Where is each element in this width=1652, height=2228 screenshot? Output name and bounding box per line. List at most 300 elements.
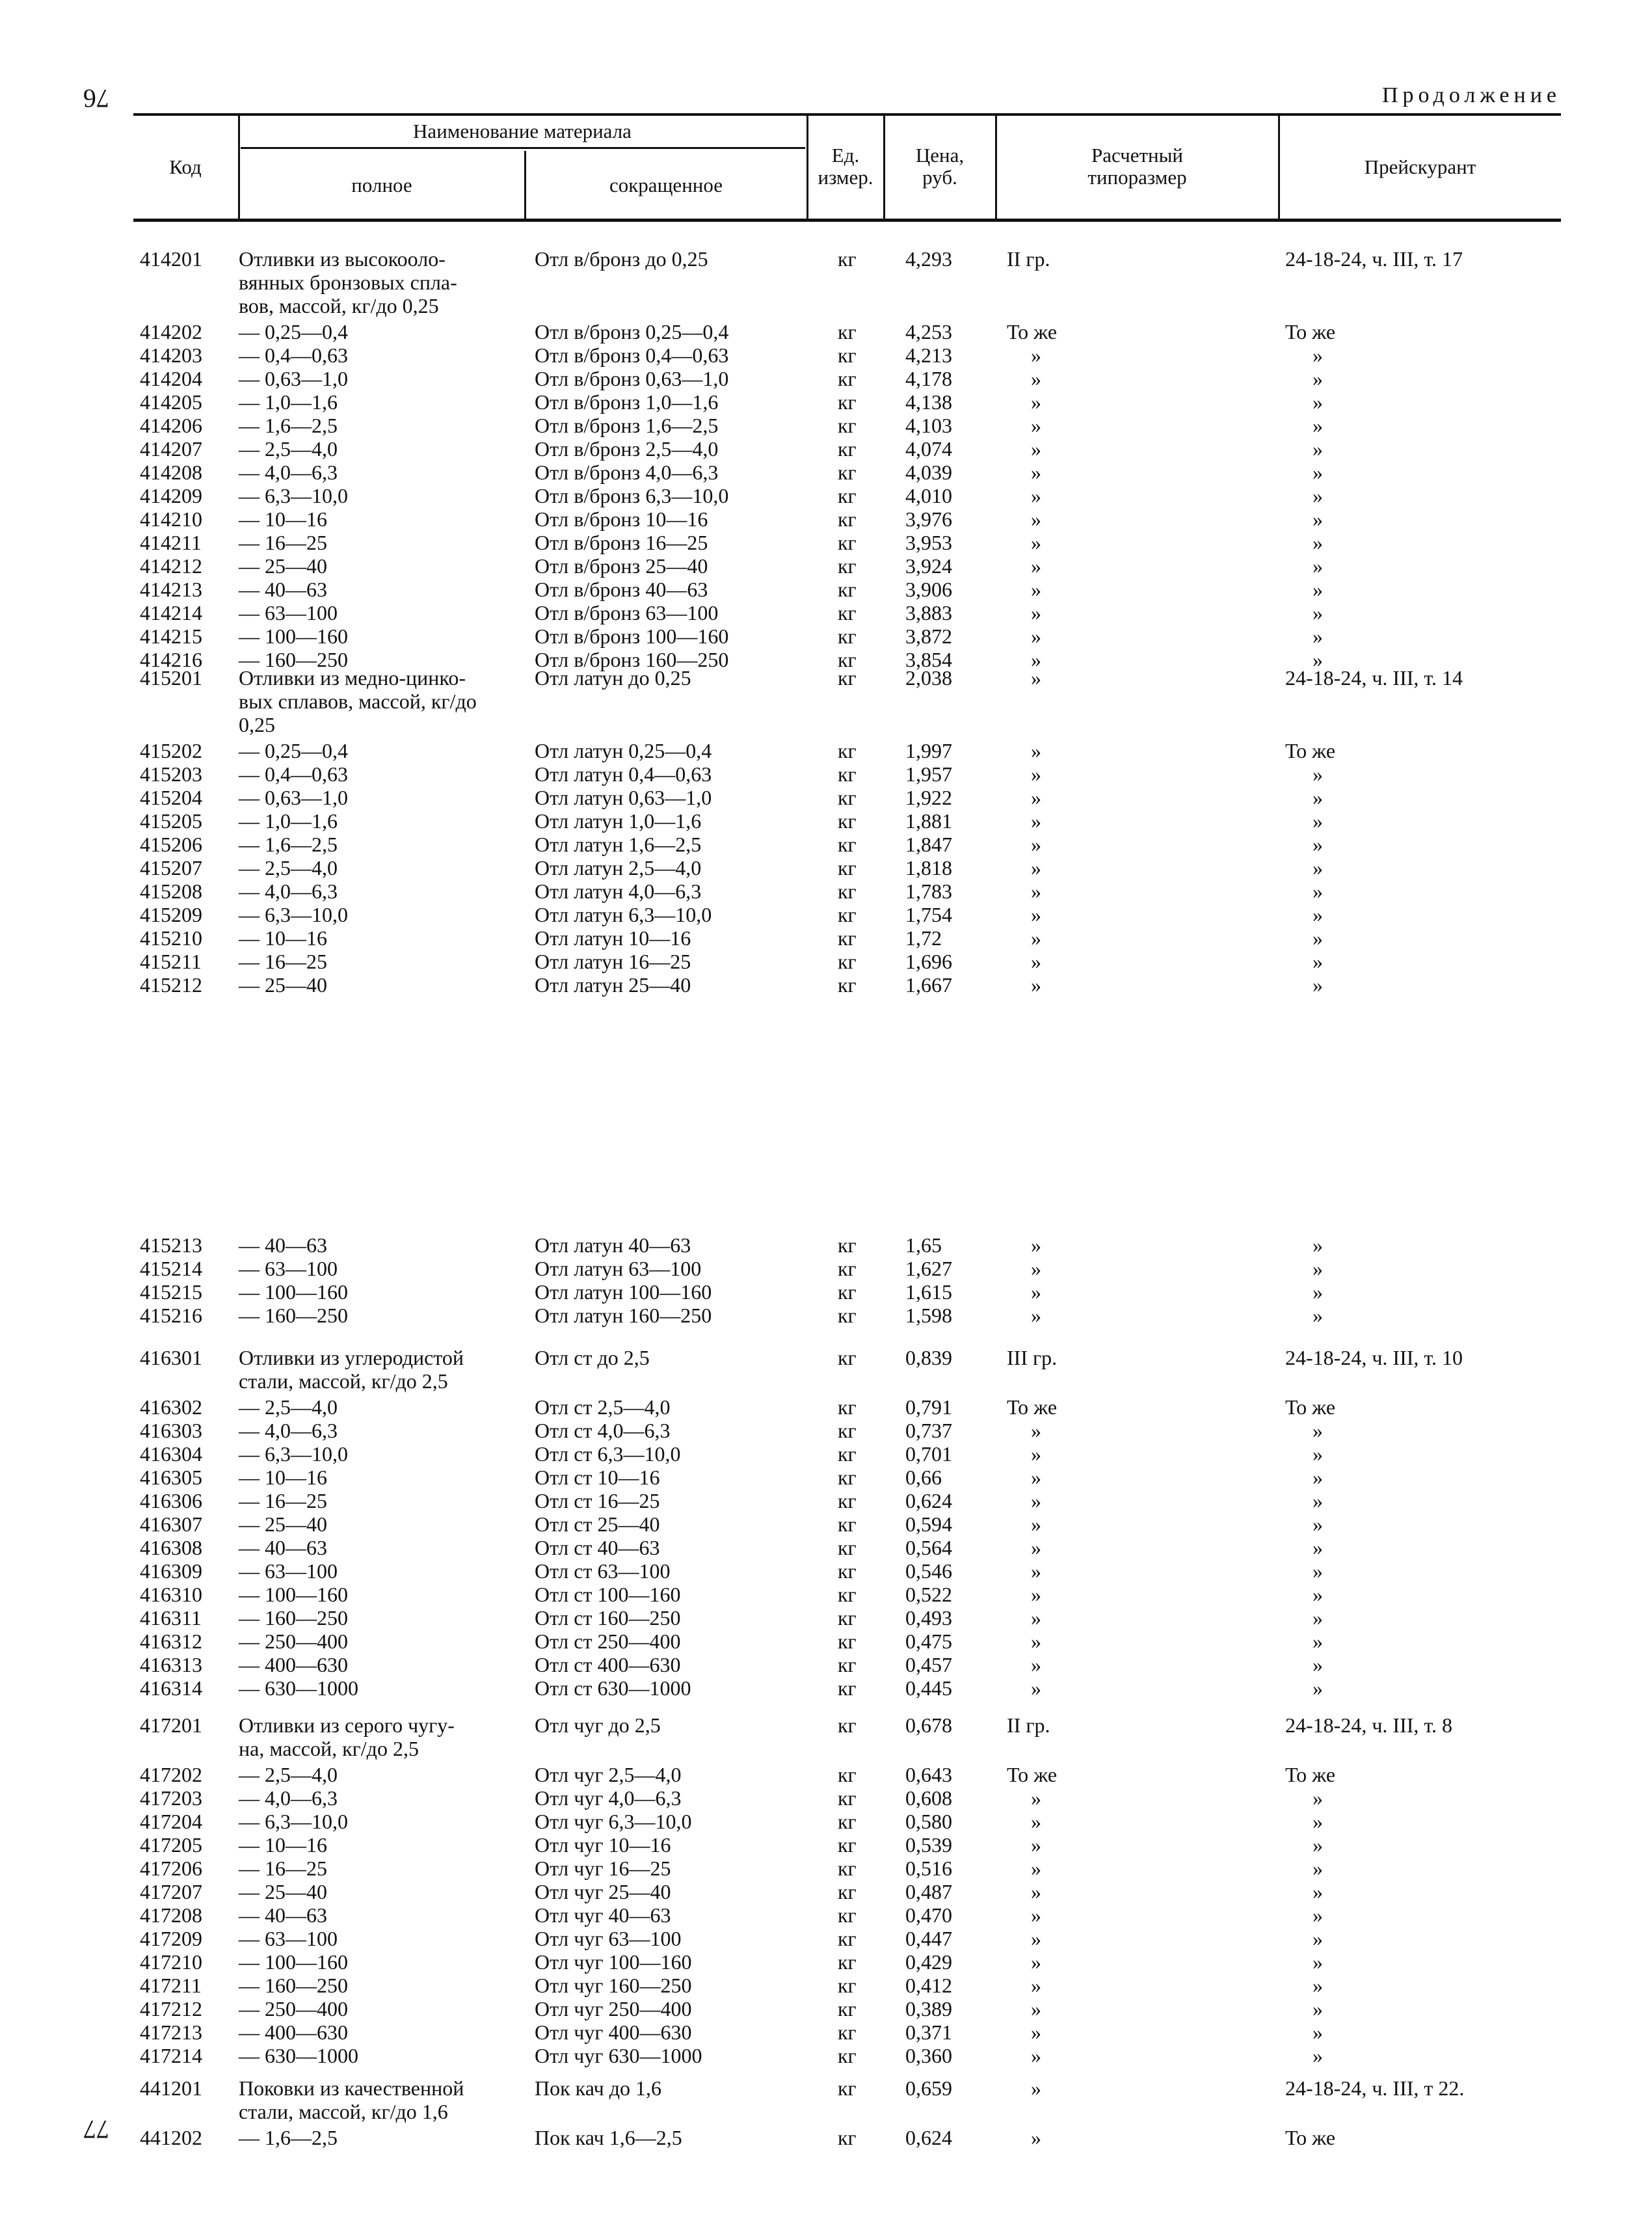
code-cell: 417205 <box>140 1833 202 1857</box>
size-cell: II гр. <box>1007 247 1050 271</box>
full-name-line: — 16—25 <box>239 1489 327 1512</box>
pricelist-cell: » <box>1312 1833 1323 1857</box>
price-cell: 0,624 <box>905 1489 952 1512</box>
unit-cell: кг <box>838 578 857 601</box>
price-cell: 0,791 <box>905 1395 952 1419</box>
full-name-line: — 0,4—0,63 <box>239 343 348 367</box>
table-row <box>0 2044 1652 2067</box>
table-row <box>0 1280 1652 1304</box>
short-name-cell: Отл латун 10—16 <box>535 926 691 950</box>
table-row <box>0 1833 1652 1857</box>
full-name-line: — 6,3—10,0 <box>239 1810 348 1833</box>
header-size-line: типоразмер <box>1087 166 1187 189</box>
unit-cell: кг <box>838 390 857 414</box>
table-row <box>0 1880 1652 1903</box>
price-cell: 1,783 <box>905 879 952 903</box>
full-name-cell <box>239 950 327 973</box>
full-name-cell <box>239 1536 327 1559</box>
unit-cell: кг <box>838 484 857 507</box>
full-name-cell <box>239 1442 348 1466</box>
code-cell: 415213 <box>140 1233 202 1257</box>
full-name-cell <box>239 1419 338 1442</box>
size-cell: III гр. <box>1007 1346 1058 1369</box>
unit-cell: кг <box>838 1559 857 1583</box>
price-cell: 4,074 <box>905 437 952 461</box>
unit-cell: кг <box>838 1810 857 1833</box>
table-row <box>0 1950 1652 1974</box>
short-name-cell: Отл в/бронз 2,5—4,0 <box>535 437 719 461</box>
short-name-cell: Отл латун 100—160 <box>535 1280 712 1304</box>
size-cell: » <box>1031 1512 1041 1536</box>
code-cell: 416309 <box>140 1559 202 1583</box>
unit-cell: кг <box>838 1927 857 1950</box>
pricelist-cell: » <box>1312 786 1323 809</box>
pricelist-cell: » <box>1312 2020 1323 2044</box>
code-cell: 415202 <box>140 739 202 762</box>
short-name-cell: Отл латун 25—40 <box>535 973 691 997</box>
price-cell: 4,213 <box>905 343 952 367</box>
code-cell: 415215 <box>140 1280 202 1304</box>
short-name-cell: Отл ст 40—63 <box>535 1536 660 1559</box>
table-row <box>0 762 1652 786</box>
price-cell: 0,487 <box>905 1880 952 1903</box>
table-row <box>0 624 1652 648</box>
code-cell: 416307 <box>140 1512 202 1536</box>
size-cell: » <box>1031 1583 1041 1606</box>
unit-cell: кг <box>838 1233 857 1257</box>
price-cell: 0,389 <box>905 1997 952 2020</box>
short-name-cell: Отл в/бронз 6,3—10,0 <box>535 484 729 507</box>
full-name-cell <box>239 739 348 762</box>
size-cell: » <box>1031 1257 1041 1280</box>
pricelist-cell: То же <box>1285 739 1336 762</box>
size-cell: » <box>1031 2020 1041 2044</box>
full-name-cell <box>239 624 348 648</box>
table-row <box>0 1257 1652 1280</box>
unit-cell: кг <box>838 1857 857 1880</box>
table-row <box>0 484 1652 507</box>
size-cell: » <box>1031 1857 1041 1880</box>
code-cell: 417204 <box>140 1810 202 1833</box>
full-name-line: — 100—160 <box>239 624 348 648</box>
short-name-cell: Отл латун 1,0—1,6 <box>535 809 702 833</box>
full-name-line: — 16—25 <box>239 950 327 973</box>
full-name-cell <box>239 343 348 367</box>
size-cell: » <box>1031 1466 1041 1489</box>
unit-cell: кг <box>838 1630 857 1653</box>
short-name-cell: Отл латун 1,6—2,5 <box>535 833 702 856</box>
code-cell: 414210 <box>140 507 202 531</box>
full-name-cell <box>239 1304 348 1327</box>
pricelist-cell: » <box>1312 1630 1323 1653</box>
unit-cell: кг <box>838 1786 857 1810</box>
header-price <box>885 144 995 189</box>
full-name-line: — 630—1000 <box>239 1676 358 1700</box>
pricelist-cell: » <box>1312 973 1323 997</box>
full-name-line: — 1,0—1,6 <box>239 390 338 414</box>
pricelist-cell: » <box>1312 1280 1323 1304</box>
header-size <box>996 144 1278 189</box>
code-cell: 416302 <box>140 1395 202 1419</box>
table-row <box>0 903 1652 926</box>
size-cell: » <box>1031 879 1041 903</box>
unit-cell: кг <box>838 1903 857 1927</box>
unit-cell: кг <box>838 1950 857 1974</box>
size-cell: То же <box>1007 1763 1058 1786</box>
full-name-line: — 40—63 <box>239 1903 327 1927</box>
short-name-cell: Отл чуг 100—160 <box>535 1950 692 1974</box>
unit-cell: кг <box>838 903 857 926</box>
unit-cell: кг <box>838 1395 857 1419</box>
full-name-cell <box>239 903 348 926</box>
short-name-cell: Отл в/бронз 63—100 <box>535 601 719 624</box>
full-name-line: — 25—40 <box>239 1512 327 1536</box>
full-name-line: — 0,25—0,4 <box>239 320 348 343</box>
short-name-cell: Отл латун 4,0—6,3 <box>535 879 702 903</box>
size-cell: » <box>1031 1606 1041 1630</box>
code-cell: 416310 <box>140 1583 202 1606</box>
size-cell: » <box>1031 1559 1041 1583</box>
code-cell: 417214 <box>140 2044 202 2067</box>
pricelist-cell: » <box>1312 390 1323 414</box>
table-row <box>0 367 1652 390</box>
unit-cell: кг <box>838 507 857 531</box>
table-row <box>0 2076 1652 2123</box>
short-name-cell: Отл ст 2,5—4,0 <box>535 1395 671 1419</box>
pricelist-cell: То же <box>1285 1763 1336 1786</box>
price-cell: 1,922 <box>905 786 952 809</box>
full-name-cell <box>239 926 327 950</box>
unit-cell: кг <box>838 833 857 856</box>
unit-cell: кг <box>838 1880 857 1903</box>
price-cell: 2,038 <box>905 666 952 690</box>
pricelist-cell: » <box>1312 2044 1323 2067</box>
unit-cell: кг <box>838 1419 857 1442</box>
full-name-cell <box>239 1346 464 1393</box>
unit-cell: кг <box>838 414 857 437</box>
full-name-cell <box>239 531 327 554</box>
header-name-group: Наименование материала <box>413 120 632 142</box>
table-row <box>0 926 1652 950</box>
size-cell: » <box>1031 1630 1041 1653</box>
size-cell: » <box>1031 762 1041 786</box>
price-cell: 0,737 <box>905 1419 952 1442</box>
table-row <box>0 2126 1652 2149</box>
full-name-line: — 6,3—10,0 <box>239 484 348 507</box>
pricelist-cell: То же <box>1285 320 1336 343</box>
unit-cell: кг <box>838 461 857 484</box>
code-cell: 441201 <box>140 2076 202 2100</box>
unit-cell: кг <box>838 1583 857 1606</box>
code-cell: 415209 <box>140 903 202 926</box>
pricelist-cell: 24-18-24, ч. III, т 22. <box>1285 2076 1465 2100</box>
full-name-line: — 10—16 <box>239 926 327 950</box>
pricelist-cell: » <box>1312 437 1323 461</box>
table-row <box>0 1583 1652 1606</box>
table-row <box>0 1786 1652 1810</box>
short-name-cell: Отл в/бронз 0,63—1,0 <box>535 367 729 390</box>
pricelist-cell: » <box>1312 367 1323 390</box>
full-name-line: стали, массой, кг/до 2,5 <box>239 1369 448 1393</box>
code-cell: 414208 <box>140 461 202 484</box>
full-name-cell <box>239 1974 348 1997</box>
full-name-cell <box>239 1997 348 2020</box>
short-name-cell: Отл в/бронз 4,0—6,3 <box>535 461 719 484</box>
price-cell: 0,360 <box>905 2044 952 2067</box>
unit-cell: кг <box>838 950 857 973</box>
unit-cell: кг <box>838 2020 857 2044</box>
pricelist-cell: » <box>1312 1857 1323 1880</box>
table-row <box>0 461 1652 484</box>
full-name-line: — 400—630 <box>239 2020 348 2044</box>
full-name-cell <box>239 666 477 736</box>
unit-cell: кг <box>838 320 857 343</box>
pricelist-cell: » <box>1312 1997 1323 2020</box>
code-cell: 414201 <box>140 247 202 271</box>
code-cell: 414214 <box>140 601 202 624</box>
code-cell: 414216 <box>140 648 202 671</box>
unit-cell: кг <box>838 531 857 554</box>
full-name-line: — 25—40 <box>239 973 327 997</box>
price-cell: 0,412 <box>905 1974 952 1997</box>
pricelist-cell: » <box>1312 1606 1323 1630</box>
pricelist-cell: » <box>1312 1786 1323 1810</box>
pricelist-cell: » <box>1312 1927 1323 1950</box>
full-name-line: — 10—16 <box>239 507 327 531</box>
unit-cell: кг <box>838 1280 857 1304</box>
full-name-cell <box>239 1763 338 1786</box>
full-name-line: Отливки из углеродистой <box>239 1346 464 1369</box>
code-cell: 414205 <box>140 390 202 414</box>
table-row <box>0 1676 1652 1700</box>
full-name-cell <box>239 1583 348 1606</box>
pricelist-cell: » <box>1312 1880 1323 1903</box>
code-cell: 415205 <box>140 809 202 833</box>
full-name-line: — 2,5—4,0 <box>239 1763 338 1786</box>
code-cell: 414202 <box>140 320 202 343</box>
full-name-line: стали, массой, кг/до 1,6 <box>239 2100 448 2123</box>
header-top-rule <box>133 113 1561 116</box>
code-cell: 416303 <box>140 1419 202 1442</box>
price-cell: 1,818 <box>905 856 952 879</box>
code-cell: 414204 <box>140 367 202 390</box>
size-cell: » <box>1031 1419 1041 1442</box>
size-cell: » <box>1031 343 1041 367</box>
code-cell: 417209 <box>140 1927 202 1950</box>
short-name-cell: Отл ст 10—16 <box>535 1466 660 1489</box>
code-cell: 417206 <box>140 1857 202 1880</box>
table-row <box>0 1395 1652 1419</box>
table-row <box>0 1630 1652 1653</box>
full-name-cell <box>239 1833 327 1857</box>
price-cell: 1,696 <box>905 950 952 973</box>
size-cell: » <box>1031 484 1041 507</box>
full-name-cell <box>239 437 338 461</box>
full-name-cell <box>239 2126 338 2149</box>
full-name-line: вянных бронзовых спла- <box>239 271 457 294</box>
size-cell: » <box>1031 554 1041 578</box>
price-cell: 1,881 <box>905 809 952 833</box>
pricelist-cell: » <box>1312 833 1323 856</box>
unit-cell: кг <box>838 786 857 809</box>
code-cell: 414215 <box>140 624 202 648</box>
unit-cell: кг <box>838 367 857 390</box>
unit-cell: кг <box>838 1257 857 1280</box>
price-cell: 1,72 <box>905 926 942 950</box>
pricelist-cell: » <box>1312 1304 1323 1327</box>
full-name-line: вов, массой, кг/до 0,25 <box>239 294 439 317</box>
short-name-cell: Отл латун 40—63 <box>535 1233 691 1257</box>
code-cell: 416306 <box>140 1489 202 1512</box>
full-name-line: — 4,0—6,3 <box>239 879 338 903</box>
size-cell: » <box>1031 2044 1041 2067</box>
pricelist-cell: » <box>1312 343 1323 367</box>
full-name-line: — 100—160 <box>239 1583 348 1606</box>
full-name-cell <box>239 1466 327 1489</box>
table-row <box>0 414 1652 437</box>
pricelist-cell: » <box>1312 1257 1323 1280</box>
code-cell: 415212 <box>140 973 202 997</box>
unit-cell: кг <box>838 762 857 786</box>
code-cell: 417202 <box>140 1763 202 1786</box>
size-cell: » <box>1031 1786 1041 1810</box>
short-name-cell: Отл чуг 4,0—6,3 <box>535 1786 682 1810</box>
pricelist-cell: » <box>1312 762 1323 786</box>
price-cell: 0,580 <box>905 1810 952 1833</box>
table-row <box>0 1233 1652 1257</box>
short-name-cell: Отл ст 250—400 <box>535 1630 681 1653</box>
short-name-cell: Пок кач 1,6—2,5 <box>535 2126 682 2149</box>
size-cell: » <box>1031 1974 1041 1997</box>
full-name-line: — 63—100 <box>239 1927 338 1950</box>
full-name-cell <box>239 461 338 484</box>
full-name-cell <box>239 414 338 437</box>
unit-cell: кг <box>838 554 857 578</box>
full-name-cell <box>239 1280 348 1304</box>
short-name-cell: Отл ст 6,3—10,0 <box>535 1442 681 1466</box>
price-cell: 3,924 <box>905 554 952 578</box>
full-name-line: — 4,0—6,3 <box>239 1786 338 1810</box>
unit-cell: кг <box>838 1489 857 1512</box>
size-cell: » <box>1031 390 1041 414</box>
table-row <box>0 578 1652 601</box>
short-name-cell: Отл в/бронз 25—40 <box>535 554 708 578</box>
full-name-cell <box>239 601 338 624</box>
full-name-line: — 100—160 <box>239 1950 348 1974</box>
pricelist-cell: » <box>1312 1676 1323 1700</box>
price-cell: 4,138 <box>905 390 952 414</box>
price-cell: 0,594 <box>905 1512 952 1536</box>
full-name-cell <box>239 973 327 997</box>
pricelist-cell: То же <box>1285 1395 1336 1419</box>
pricelist-cell: » <box>1312 1974 1323 1997</box>
full-name-line: — 6,3—10,0 <box>239 1442 348 1466</box>
code-cell: 415203 <box>140 762 202 786</box>
short-name-cell: Отл в/бронз 0,4—0,63 <box>535 343 729 367</box>
size-cell: » <box>1031 367 1041 390</box>
pricelist-cell: » <box>1312 1810 1323 1833</box>
price-cell: 0,66 <box>905 1466 942 1489</box>
code-cell: 415216 <box>140 1304 202 1327</box>
full-name-cell <box>239 786 348 809</box>
size-cell: » <box>1031 833 1041 856</box>
table-row <box>0 1974 1652 1997</box>
full-name-line: — 160—250 <box>239 1606 348 1630</box>
table-row <box>0 1997 1652 2020</box>
table-row <box>0 1536 1652 1559</box>
full-name-cell <box>239 1857 327 1880</box>
full-name-line: — 160—250 <box>239 1304 348 1327</box>
pricelist-cell: » <box>1312 903 1323 926</box>
short-name-cell: Отл в/бронз 160—250 <box>535 648 729 671</box>
table-row <box>0 531 1652 554</box>
price-cell: 4,039 <box>905 461 952 484</box>
table-row <box>0 247 1652 317</box>
code-cell: 414212 <box>140 554 202 578</box>
pricelist-cell: » <box>1312 648 1323 671</box>
code-cell: 416314 <box>140 1676 202 1700</box>
table-row <box>0 1442 1652 1466</box>
size-cell: » <box>1031 786 1041 809</box>
unit-cell: кг <box>838 809 857 833</box>
full-name-cell <box>239 1676 358 1700</box>
code-cell: 415208 <box>140 879 202 903</box>
size-cell: » <box>1031 648 1041 671</box>
pricelist-cell: » <box>1312 484 1323 507</box>
short-name-cell: Отл чуг 160—250 <box>535 1974 692 1997</box>
size-cell: » <box>1031 809 1041 833</box>
pricelist-cell: 24-18-24, ч. III, т. 10 <box>1285 1346 1463 1369</box>
full-name-cell <box>239 1512 327 1536</box>
price-cell: 1,957 <box>905 762 952 786</box>
code-cell: 414209 <box>140 484 202 507</box>
unit-cell: кг <box>838 1536 857 1559</box>
full-name-line: Отливки из медно-цинко- <box>239 666 466 690</box>
full-name-line: — 250—400 <box>239 1997 348 2020</box>
pricelist-cell: » <box>1312 1512 1323 1536</box>
code-cell: 417203 <box>140 1786 202 1810</box>
short-name-cell: Отл чуг 6,3—10,0 <box>535 1810 692 1833</box>
short-name-cell: Отл ст до 2,5 <box>535 1346 650 1369</box>
table-row <box>0 1810 1652 1833</box>
full-name-cell <box>239 762 348 786</box>
table-row <box>0 507 1652 531</box>
table-row <box>0 1713 1652 1760</box>
size-cell: » <box>1031 531 1041 554</box>
unit-cell: кг <box>838 2044 857 2067</box>
pricelist-cell: 24-18-24, ч. III, т. 14 <box>1285 666 1463 690</box>
size-cell: » <box>1031 739 1041 762</box>
full-name-line: — 0,25—0,4 <box>239 739 348 762</box>
full-name-line: — 0,4—0,63 <box>239 762 348 786</box>
short-name-cell: Отл в/бронз 16—25 <box>535 531 708 554</box>
price-cell: 1,847 <box>905 833 952 856</box>
full-name-line: — 63—100 <box>239 1257 338 1280</box>
full-name-line: — 160—250 <box>239 648 348 671</box>
table-row <box>0 554 1652 578</box>
table-row <box>0 1763 1652 1786</box>
price-cell: 4,253 <box>905 320 952 343</box>
unit-cell: кг <box>838 879 857 903</box>
full-name-cell <box>239 1653 348 1676</box>
header-price-line: Цена, <box>915 144 965 167</box>
full-name-line: Поковки из качественной <box>239 2076 464 2100</box>
full-name-line: — 2,5—4,0 <box>239 856 338 879</box>
price-cell: 0,624 <box>905 2126 952 2149</box>
code-cell: 441202 <box>140 2126 202 2149</box>
pricelist-cell: » <box>1312 809 1323 833</box>
code-cell: 417213 <box>140 2020 202 2044</box>
